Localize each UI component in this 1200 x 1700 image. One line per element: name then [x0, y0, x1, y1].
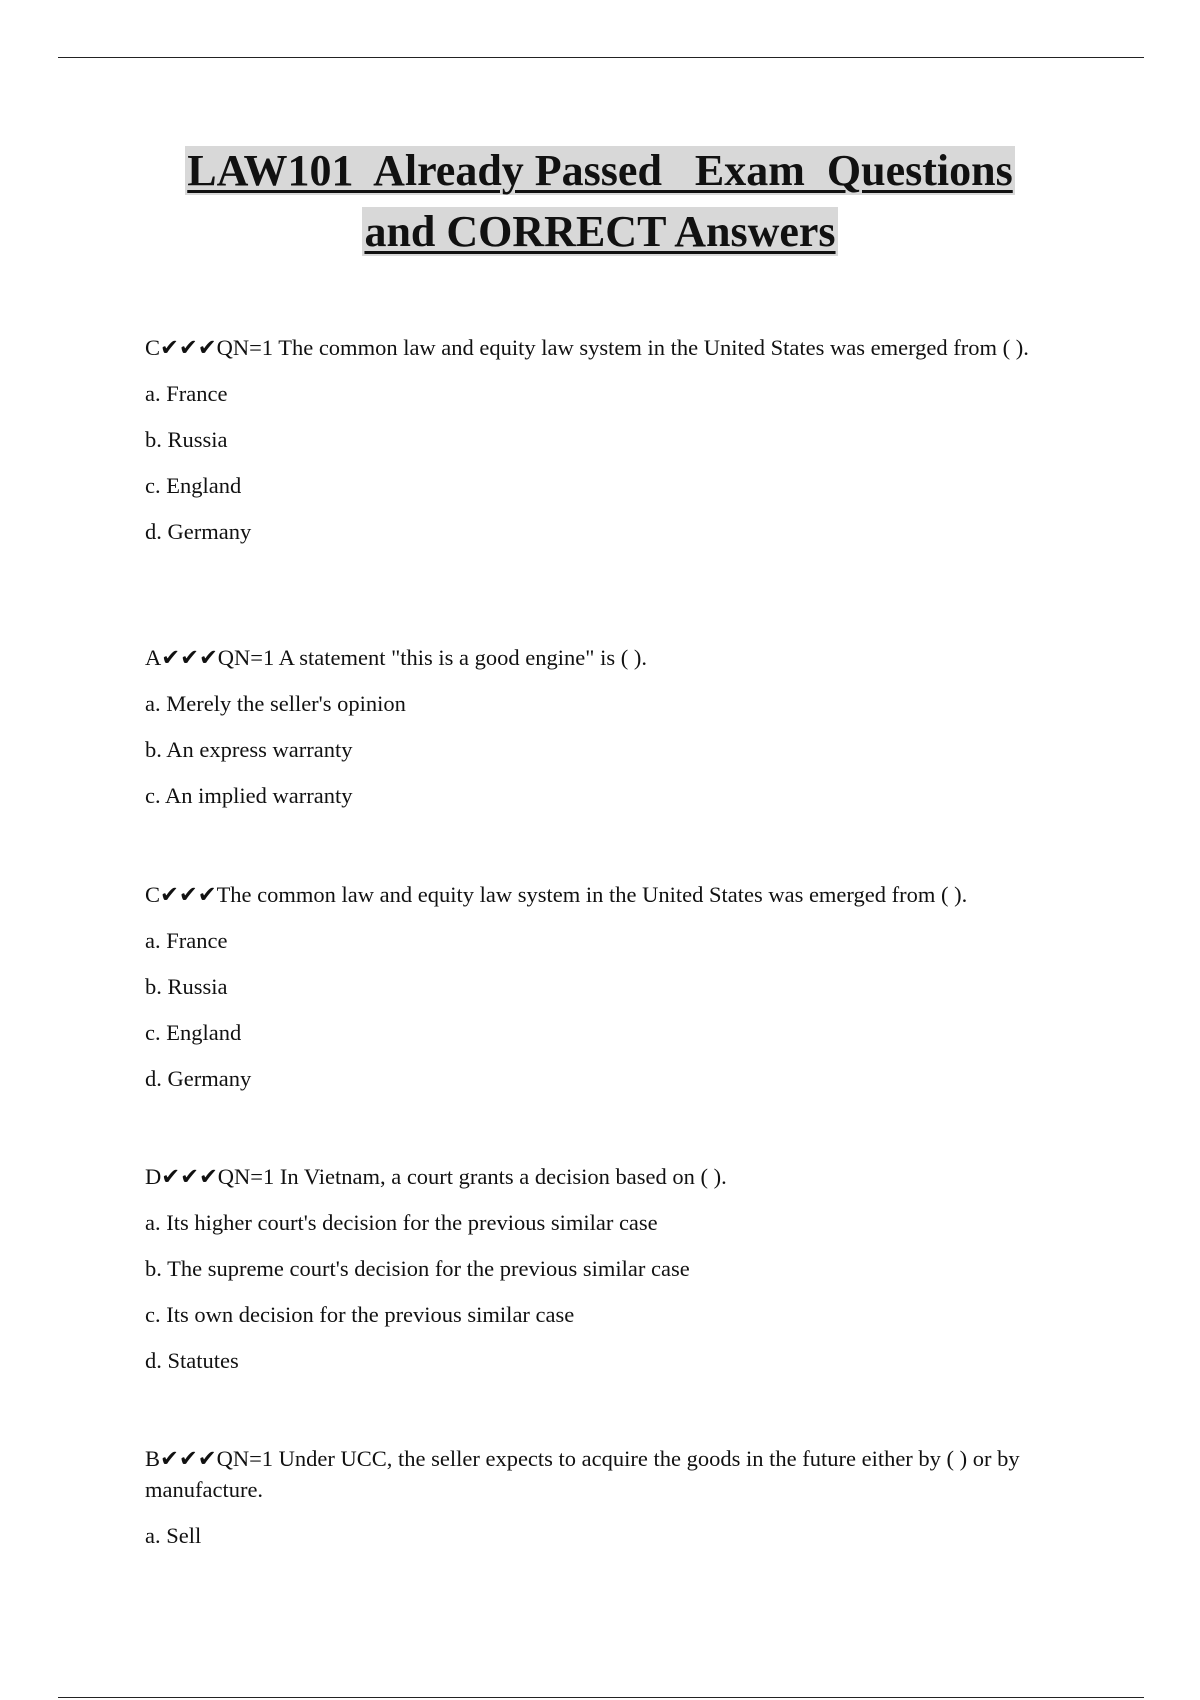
answer-option: d. Germany: [145, 1066, 252, 1091]
answer-option: a. Sell: [145, 1523, 202, 1548]
answer-option: c. England: [145, 1020, 242, 1045]
question-1: [145, 332, 1065, 547]
answer-option: a. France: [145, 381, 228, 406]
question-3: [145, 879, 1065, 1094]
question-stem: D✔✔✔QN=1 In Vietnam, a court grants a decision based on ( ).: [145, 1164, 727, 1189]
footer-rule: [58, 1697, 1144, 1698]
answer-option: b. The supreme court's decision for the previous similar case: [145, 1256, 690, 1281]
title-line-2: and CORRECT Answers: [364, 207, 836, 256]
title-line-1: LAW101 Already Passed Exam Questions: [187, 146, 1013, 195]
answer-option: c. England: [145, 473, 242, 498]
question-stem: C✔✔✔QN=1 The common law and equity law system in the United States was emerged from ( ).: [145, 335, 1029, 360]
answer-option: b. Russia: [145, 427, 228, 452]
document-title: [140, 140, 1060, 262]
answer-option: c. Its own decision for the previous similar case: [145, 1302, 575, 1327]
header-rule: [58, 57, 1144, 58]
answer-option: d. Germany: [145, 519, 252, 544]
answer-option: a. France: [145, 928, 228, 953]
answer-option: d. Statutes: [145, 1348, 239, 1373]
question-stem: B✔✔✔QN=1 Under UCC, the seller expects to acquire the goods in the future either by ( ) or by manufacture.: [145, 1446, 1020, 1502]
question-5: [145, 1443, 1065, 1551]
answer-option: c. An implied warranty: [145, 783, 353, 808]
question-stem: C✔✔✔The common law and equity law system in the United States was emerged from ( ).: [145, 882, 968, 907]
answer-option: a. Merely the seller's opinion: [145, 691, 406, 716]
answer-option: b. An express warranty: [145, 737, 353, 762]
question-4: [145, 1161, 1065, 1376]
question-2: [145, 642, 1065, 811]
answer-option: a. Its higher court's decision for the previous similar case: [145, 1210, 658, 1235]
question-stem: A✔✔✔QN=1 A statement "this is a good engine" is ( ).: [145, 645, 647, 670]
answer-option: b. Russia: [145, 974, 228, 999]
